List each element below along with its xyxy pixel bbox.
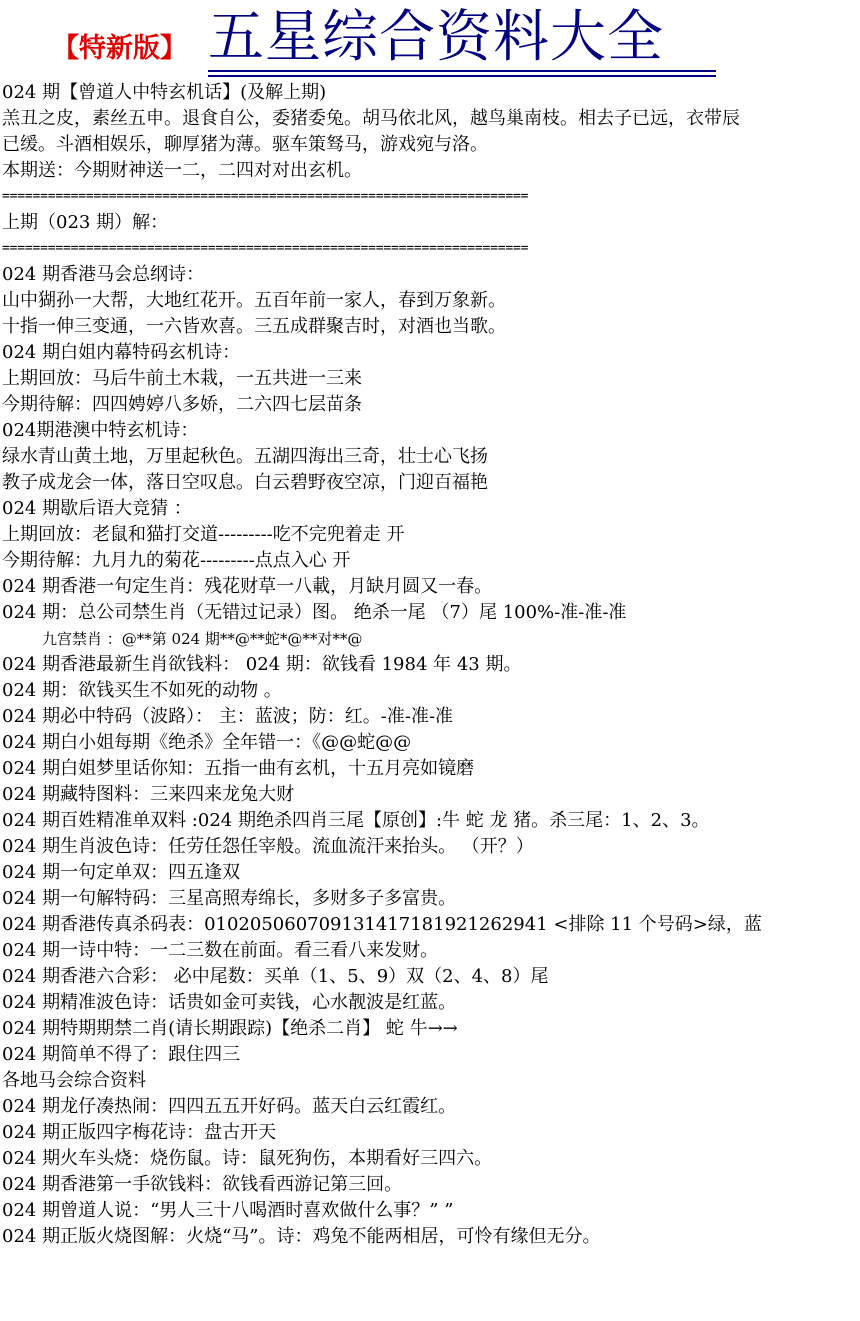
text-line: 024 期一诗中特：一二三数在前面。看三看八来发财。	[2, 940, 439, 961]
text-line: 024 期香港第一手欲钱料：欲钱看西游记第三回。	[2, 1174, 403, 1195]
text-line: 024 期曾道人说：“男人三十八喝酒时喜欢做什么事？” ”	[2, 1200, 454, 1221]
text-line: 山中猢孙一大帮，大地红花开。五百年前一家人，春到万象新。	[2, 290, 506, 311]
text-line: 上期回放：马后牛前土木栽，一五共进一三来	[2, 368, 362, 389]
section-heading: 各地马会综合资料	[2, 1070, 146, 1091]
title-underline	[208, 70, 716, 72]
text-line: 024 期香港传真杀码表：01020506070913141718192126294​1 <排除 11 个号码>绿，蓝	[2, 914, 762, 935]
page-title: 五星综合资料大全	[208, 5, 664, 70]
text-line: 024 期百姓精准单双料 :024 期绝杀四肖三尾【原创】:牛 蛇 龙 猪。杀三尾：1、2、3。	[2, 810, 710, 831]
text-line: 上期（023 期）解：	[2, 212, 169, 233]
text-line: 024 期藏特图料：三来四来龙兔大财	[2, 784, 295, 805]
text-line: 024 期必中特码（波路）： 主：蓝波；防：红。-准-准-准	[2, 706, 454, 727]
text-line: 本期送：今期财神送一二，二四对对出玄机。	[2, 160, 362, 181]
text-line: 九宫禁肖 ：@**第 024 期**@**蛇*@**对**@	[42, 630, 363, 648]
text-line: 024 期简单不得了：跟住四三	[2, 1044, 241, 1065]
text-line: 今期待解：九月九的菊花---------点点入心 开	[2, 550, 351, 571]
text-line: 024 期：总公司禁生肖（无错过记录）图。 绝杀一尾 （7）尾 100%-准-准-准	[2, 602, 627, 623]
text-line: 024 期龙仔凑热闹：四四五五开好码。蓝天白云红霞红。	[2, 1096, 457, 1117]
text-line: 024 期正版四字梅花诗：盘古开天	[2, 1122, 277, 1143]
page-header	[0, 0, 860, 84]
text-line: 024 期歇后语大竞猜 ：	[2, 498, 192, 519]
text-line: 024 期火车头烧：烧伤鼠。诗：鼠死狗伤，本期看好三四六。	[2, 1148, 493, 1169]
separator-line: =====================================================================	[2, 241, 529, 256]
text-line: 024 期白姐梦里话你知：五指一曲有玄机，十五月亮如镜磨	[2, 758, 475, 779]
text-line: 024 期生肖波色诗：任劳任怨任宰般。流血流汗来抬头。 （开？）	[2, 836, 534, 857]
text-line: 教子成龙会一体，落日空叹息。白云碧野夜空凉，门迎百福艳	[2, 472, 488, 493]
text-line: 024 期香港马会总纲诗：	[2, 264, 205, 285]
document-body	[2, 80, 860, 1250]
text-line: 024 期白姐内幕特码玄机诗：	[2, 342, 241, 363]
text-line: 024 期香港一句定生肖：残花财草一八載，月缺月圆又一春。	[2, 576, 493, 597]
text-line: 今期待解：四四娉婷八多娇，二六四七层苗条	[2, 394, 362, 415]
separator-line: =====================================================================	[2, 189, 529, 204]
text-line: 羔丑之皮，素丝五申。退食自公，委猪委兔。胡马依北风，越鸟巢南枝。相去子已远，衣带辰	[2, 108, 740, 129]
text-line: 024期港澳中特玄机诗：	[2, 420, 199, 441]
text-line: 024 期一句解特码：三星高照寿绵长，多财多子多富贵。	[2, 888, 457, 909]
text-line: 024 期【曾道人中特玄机话】(及解上期)	[2, 82, 327, 103]
text-line: 024 期精准波色诗：话贵如金可卖钱，心水靓波是红蓝。	[2, 992, 457, 1013]
text-line: 024 期白小姐每期《绝杀》全年错一：《@@蛇@@	[2, 732, 412, 753]
text-line: 十指一伸三变通，一六皆欢喜。三五成群聚吉时，对酒也当歌。	[2, 316, 506, 337]
text-line: 024 期香港六合彩： 必中尾数：买单（1、5、9）双（2、4、8）尾	[2, 966, 549, 987]
text-line: 024 期香港最新生肖欲钱料： 024 期：欲钱看 1984 年 43 期。	[2, 654, 522, 675]
text-line: 024 期：欲钱买生不如死的动物 。	[2, 680, 282, 701]
edition-badge: 【特新版】	[52, 33, 187, 64]
text-line: 上期回放：老鼠和猫打交道---------吃不完兜着走 开	[2, 524, 405, 545]
text-line: 024 期一句定单双：四五逢双	[2, 862, 241, 883]
text-line: 已缓。斗酒相娱乐，聊厚猪为薄。驱车策驽马，游戏宛与洛。	[2, 134, 488, 155]
text-line: 024 期正版火烧图解：火烧“马”。诗：鸡兔不能两相居，可怜有缘但无分。	[2, 1226, 601, 1247]
text-line: 024 期特期期禁二肖(请长期跟踪)【绝杀二肖】 蛇 牛→→	[2, 1018, 458, 1039]
text-line: 绿水青山黄土地，万里起秋色。五湖四海出三奇，壮士心飞扬	[2, 446, 488, 467]
title-underline-second	[208, 75, 716, 77]
